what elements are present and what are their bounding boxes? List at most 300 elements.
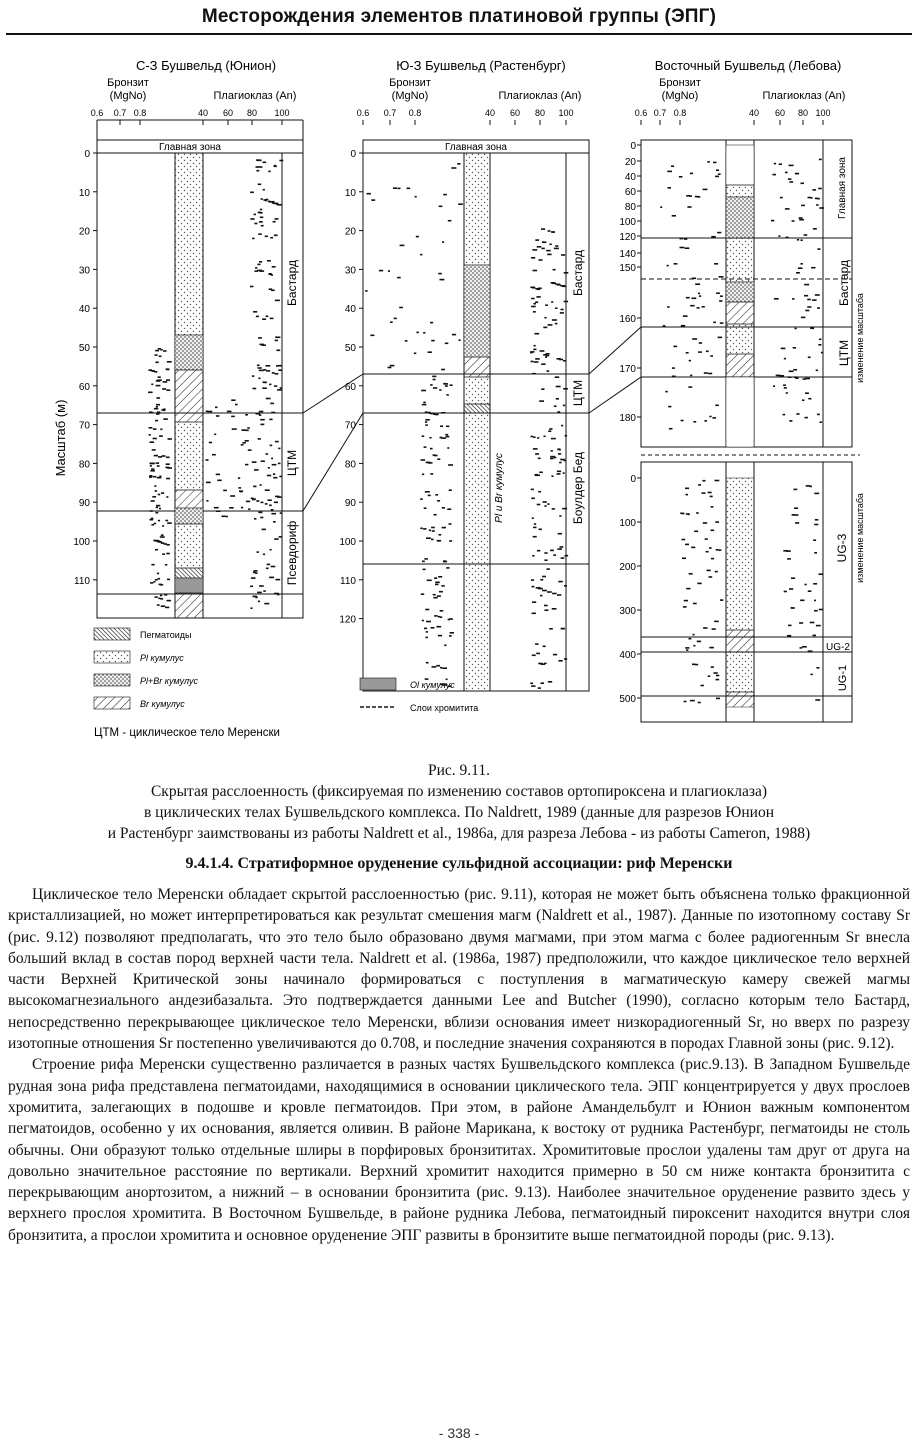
data-point: [163, 350, 166, 352]
data-point: [256, 500, 259, 502]
data-point: [155, 354, 158, 356]
data-point: [817, 307, 820, 309]
data-point: [267, 475, 271, 477]
data-point: [810, 622, 815, 624]
data-point: [156, 507, 158, 509]
data-point: [435, 584, 439, 586]
data-point: [819, 573, 823, 575]
data-point: [789, 165, 794, 167]
bronzite-label: Бронзит: [107, 77, 149, 89]
data-point: [430, 384, 432, 386]
data-point: [157, 573, 159, 575]
data-point: [156, 462, 160, 464]
data-point: [684, 701, 687, 703]
data-point: [153, 428, 157, 430]
data-point: [269, 288, 273, 290]
bronzite-label: Бронзит: [389, 77, 431, 89]
data-point: [531, 257, 535, 259]
data-point: [540, 595, 542, 597]
data-point: [698, 702, 701, 704]
data-point: [690, 700, 695, 702]
data-point: [553, 269, 556, 271]
data-point: [696, 512, 699, 514]
data-point: [810, 197, 813, 199]
tick-label: 70: [344, 420, 356, 432]
data-point: [563, 405, 565, 407]
tick-label: 50: [344, 343, 356, 354]
data-point: [667, 265, 669, 267]
unit-label: ЦТМ: [837, 339, 851, 367]
data-point: [437, 458, 440, 460]
data-point: [262, 387, 266, 389]
data-point: [437, 500, 440, 502]
data-point: [270, 318, 274, 320]
data-point: [435, 414, 439, 416]
data-point: [158, 456, 162, 458]
data-point: [788, 625, 792, 627]
data-point: [269, 505, 272, 507]
data-point: [416, 332, 418, 334]
data-point: [533, 448, 538, 450]
data-point: [552, 319, 557, 321]
data-point: [450, 632, 454, 634]
data-point: [435, 582, 440, 584]
data-point: [241, 444, 244, 446]
data-point: [230, 495, 235, 497]
data-point: [671, 165, 674, 167]
tick-label: 0.8: [133, 108, 147, 118]
data-point: [549, 428, 552, 430]
data-point: [390, 365, 395, 367]
data-point: [535, 475, 540, 477]
tick-label: 0.7: [113, 108, 127, 118]
data-point: [711, 506, 714, 508]
data-point: [784, 591, 787, 593]
data-point: [248, 449, 252, 451]
data-point: [537, 550, 540, 552]
data-point: [812, 189, 816, 191]
data-point: [271, 509, 274, 511]
data-point: [156, 397, 160, 399]
data-point: [266, 370, 270, 372]
data-point: [428, 495, 431, 497]
data-point: [222, 516, 226, 518]
data-point: [268, 467, 270, 469]
data-point: [442, 527, 446, 529]
data-point: [685, 544, 689, 546]
data-point: [158, 494, 161, 496]
data-point: [712, 628, 716, 630]
tick-label: 0.6: [90, 108, 104, 118]
data-point: [266, 453, 269, 455]
data-point: [270, 549, 272, 551]
data-point: [153, 476, 157, 478]
data-point: [794, 507, 798, 509]
data-point: [426, 662, 429, 664]
data-point: [811, 674, 813, 676]
axis-labels-lebowa: [659, 77, 845, 102]
data-point: [439, 534, 442, 536]
data-point: [442, 667, 447, 669]
data-point: [794, 514, 799, 516]
data-point: [279, 536, 282, 538]
data-point: [271, 513, 276, 515]
tick-label: 0.8: [408, 108, 422, 118]
data-point: [258, 337, 262, 339]
unit-label: Боулдер Бед: [571, 451, 585, 525]
tick-label: 30: [344, 265, 356, 277]
data-point: [544, 436, 546, 438]
body-text: [8, 884, 910, 1246]
data-point: [253, 311, 257, 313]
data-point: [227, 411, 232, 413]
caption-line: Скрытая расслоенность (фиксируемая по изменению составов ортопироксена и плагиоклаза): [150, 783, 768, 800]
data-point: [539, 529, 542, 531]
data-point: [437, 540, 439, 542]
data-point: [536, 296, 540, 298]
data-point: [801, 205, 805, 207]
data-point: [557, 448, 560, 450]
data-point: [266, 365, 271, 367]
data-point: [716, 549, 719, 551]
data-point: [555, 245, 558, 247]
data-point: [150, 412, 153, 414]
data-point: [691, 547, 695, 549]
data-point: [555, 323, 558, 325]
data-point: [429, 437, 431, 439]
data-point: [434, 514, 437, 516]
data-point: [276, 337, 280, 339]
tick-label: 60: [78, 381, 90, 393]
data-point: [206, 500, 208, 502]
data-point: [534, 523, 536, 525]
data-point: [801, 183, 805, 185]
data-point: [435, 494, 438, 496]
tick-label: 80: [78, 459, 90, 471]
data-point: [682, 539, 686, 541]
data-point: [168, 438, 172, 440]
data-point: [703, 189, 708, 191]
data-point: [166, 553, 170, 555]
panel-title-rustenburg: Ю-З Бушвельд (Растенбург): [396, 58, 566, 73]
data-point: [167, 544, 170, 546]
data-point: [154, 371, 157, 373]
data-point: [544, 317, 546, 319]
data-point: [714, 621, 719, 623]
tick-label: 170: [619, 364, 636, 375]
unit-label: ЦТМ: [285, 449, 299, 477]
data-point: [553, 554, 556, 556]
data-point: [246, 501, 250, 503]
data-point: [449, 489, 452, 491]
data-point: [698, 293, 700, 295]
plag-label: Плагиоклаз (An): [762, 90, 846, 102]
data-point: [708, 492, 712, 494]
data-point: [551, 438, 556, 440]
data-point: [559, 359, 563, 361]
tick-label: 160: [619, 314, 636, 325]
zone-label: Главная зона: [159, 142, 221, 153]
data-point: [159, 541, 163, 543]
data-point: [531, 489, 534, 491]
data-point: [240, 491, 242, 493]
tick-label: 100: [339, 537, 356, 548]
unit-label: Бастард: [571, 250, 585, 296]
data-point: [668, 406, 671, 408]
data-point: [559, 515, 561, 517]
data-point: [151, 500, 155, 502]
data-point: [272, 266, 276, 268]
data-point: [544, 663, 547, 665]
axis-labels-rustenburg: [389, 77, 581, 102]
data-point: [548, 230, 551, 232]
data-point: [209, 442, 212, 444]
data-point: [260, 517, 263, 519]
data-point: [805, 392, 809, 394]
data-point: [795, 522, 799, 524]
data-point: [257, 160, 262, 162]
data-point: [814, 552, 817, 554]
tick-label: 300: [619, 606, 636, 617]
data-point: [442, 507, 445, 509]
tick-label: 100: [619, 217, 636, 228]
data-point: [548, 324, 553, 326]
data-point: [441, 369, 445, 371]
data-point: [259, 585, 264, 587]
data-point: [162, 553, 165, 555]
unit-label: Главная зона: [837, 157, 848, 219]
data-point: [154, 455, 158, 457]
unit-label: Бастард: [837, 260, 851, 306]
data-point: [547, 370, 550, 372]
data-point: [206, 459, 209, 461]
data-point: [256, 316, 259, 318]
data-point: [431, 527, 435, 529]
data-point: [150, 441, 155, 443]
data-point: [255, 267, 257, 269]
data-point: [459, 339, 461, 341]
data-point: [149, 475, 152, 477]
data-point: [799, 217, 803, 219]
data-point: [273, 221, 276, 223]
data-point: [269, 384, 271, 386]
data-point: [714, 672, 718, 674]
running-title: Месторождения элементов платиновой группы (ЭПГ): [201, 6, 717, 27]
data-point: [684, 600, 688, 602]
data-point: [448, 464, 453, 466]
tick-label: 120: [339, 614, 356, 626]
data-point: [692, 298, 697, 300]
data-point: [538, 491, 541, 493]
data-point: [699, 342, 702, 344]
data-point: [250, 218, 254, 220]
data-point: [541, 248, 544, 250]
data-point: [250, 607, 252, 609]
tick-label: 0.8: [673, 108, 687, 118]
data-point: [819, 339, 821, 341]
data-point: [252, 375, 254, 377]
data-point: [264, 603, 269, 605]
bronzite-unit: (MgNo): [391, 90, 429, 102]
data-point: [156, 406, 158, 408]
data-point: [718, 337, 723, 339]
data-point: [446, 567, 449, 569]
data-point: [547, 254, 551, 256]
data-point: [813, 583, 817, 585]
data-point: [709, 576, 713, 578]
data-point: [420, 498, 423, 500]
data-point: [808, 590, 812, 592]
data-point: [432, 376, 436, 378]
data-point: [259, 212, 262, 214]
data-point: [555, 307, 557, 309]
panel-title-union: С-З Бушвельд (Юнион): [135, 58, 277, 73]
data-point: [804, 284, 809, 286]
data-point: [532, 613, 536, 615]
data-point: [550, 550, 554, 552]
data-point: [270, 445, 273, 447]
data-point: [685, 647, 689, 649]
data-point: [216, 474, 220, 476]
data-point: [532, 249, 537, 251]
data-point: [564, 658, 567, 660]
data-point: [414, 353, 417, 355]
data-point: [259, 414, 262, 416]
data-point: [156, 385, 161, 387]
data-point: [693, 421, 696, 423]
data-point: [424, 446, 427, 448]
data-point: [256, 413, 261, 415]
data-point: [160, 536, 165, 538]
data-point: [545, 356, 547, 358]
data-point: [792, 220, 795, 222]
data-point: [261, 502, 264, 504]
data-point: [434, 577, 437, 579]
data-point: [787, 558, 791, 560]
panel-lebowa: [641, 140, 865, 722]
data-point: [425, 421, 427, 423]
data-point: [530, 351, 534, 353]
data-point: [280, 387, 282, 389]
data-point: [557, 548, 562, 550]
data-point: [672, 376, 676, 378]
tick-label: 100: [619, 518, 636, 529]
inner-label: Pl и Br кумулус: [494, 453, 505, 523]
data-point: [263, 189, 265, 191]
data-point: [713, 162, 717, 164]
data-point: [796, 413, 799, 415]
data-point: [698, 196, 701, 198]
data-point: [558, 660, 562, 662]
data-point: [242, 442, 246, 444]
tick-label: 150: [619, 263, 636, 274]
data-point: [543, 501, 547, 503]
data-point: [156, 413, 160, 415]
data-point: [272, 464, 277, 466]
tick-label: 140: [619, 249, 636, 260]
data-point: [805, 584, 807, 586]
data-point: [543, 242, 547, 244]
data-point: [263, 382, 267, 384]
tick-label: 100: [558, 108, 574, 118]
data-point: [796, 272, 800, 274]
data-point: [688, 386, 692, 388]
data-point: [421, 390, 426, 392]
data-point: [695, 664, 698, 666]
tick-label: 0: [84, 149, 90, 160]
data-point: [557, 411, 560, 413]
data-point: [685, 247, 690, 249]
data-point: [272, 372, 275, 374]
data-point: [275, 218, 279, 220]
data-point: [548, 430, 551, 432]
data-point: [274, 385, 277, 387]
data-point: [793, 347, 796, 349]
data-point: [789, 371, 794, 373]
data-point: [167, 600, 172, 602]
data-point: [673, 346, 677, 348]
data-point: [554, 457, 557, 459]
bronzite-unit: (MgNo): [109, 90, 147, 102]
data-point: [786, 237, 789, 239]
data-point: [269, 577, 274, 579]
data-point: [155, 549, 158, 551]
data-point: [156, 380, 161, 382]
data-point: [265, 200, 267, 202]
data-point: [259, 221, 263, 223]
figure-caption: [0, 760, 918, 844]
data-point: [407, 188, 411, 190]
data-point: [808, 357, 811, 359]
data-point: [151, 468, 154, 470]
tick-label: 50: [78, 343, 90, 354]
data-point: [563, 388, 568, 390]
data-point: [449, 523, 452, 525]
data-point: [808, 650, 813, 652]
data-point: [263, 554, 265, 556]
data-point: [420, 528, 423, 530]
data-point: [271, 566, 276, 568]
data-point: [155, 512, 158, 514]
data-point: [440, 425, 443, 427]
data-point: [807, 306, 811, 308]
data-point: [555, 376, 560, 378]
data-point: [434, 615, 438, 617]
data-point: [278, 204, 283, 206]
data-point: [565, 435, 568, 437]
legend: [94, 628, 478, 739]
data-point: [802, 399, 804, 401]
data-point: [683, 606, 687, 608]
data-point: [158, 376, 161, 378]
paragraph: Циклическое тело Меренски обладает скрытой расслоенностью (рис. 9.11), которая не может быть объяснена только фракционной кристаллизацией, но может интерпретироваться как результат смешения магм (Naldrett et al., 1987). Данные по изотопному составу Sr (рис. 9.12) позволяют предполагать, что это тело было образовано двумя магмами, при этом магма с более радиогенным Sr внесла больший вклад в состав пород верхней части тела. Naldrett et al. (1986а, 1987) предположили, что каждое циклическое тело верхней части Верхней Критической зоны начинало формироваться с поступления в магматическую камеру свежей магмы высокомагнезиального андезибазальта. Это подтверждается данными Lee and Butcher (1990), согласно которым тело Бастард, непосредственно перекрывающее циклическое тело Меренски, вблизи основания имеет низкорадиогенный Sr, но вверх по разрезу изотопные отношения Sr постепенно увеличиваются до 0.708, и последние значения сохраняются в породах Главной зоны (рис. 9.12).: [8, 886, 910, 1053]
data-point: [771, 220, 774, 222]
data-point: [422, 435, 425, 437]
data-point: [541, 363, 545, 365]
data-point: [436, 626, 441, 628]
data-point: [166, 457, 170, 459]
data-point: [421, 459, 426, 461]
data-point: [149, 476, 152, 478]
data-point: [533, 527, 536, 529]
data-point: [245, 430, 249, 432]
data-point: [421, 593, 424, 595]
data-point: [445, 434, 448, 436]
data-point: [715, 176, 719, 178]
data-point: [681, 420, 684, 422]
data-point: [206, 482, 211, 484]
data-point: [430, 448, 433, 450]
